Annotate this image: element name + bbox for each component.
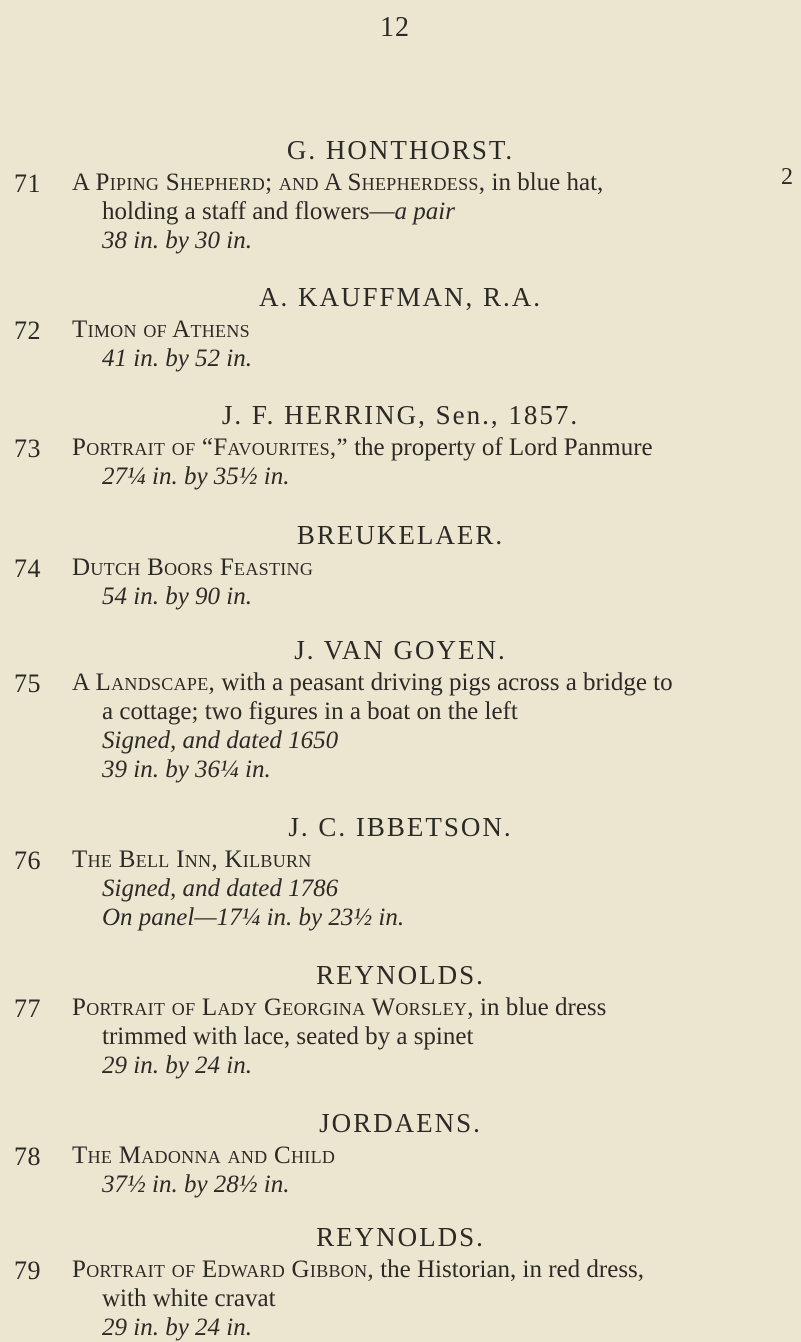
lot-title: Timon of Athens [72,316,250,343]
lot-description [72,553,792,611]
artist-name: J. C. IBBETSON. [288,812,513,842]
lot-signature: Signed, and dated 1650 [102,727,339,754]
lot-number: 76 [14,846,41,875]
lot-detail-line: a cottage; two figures in a boat on the left [102,698,518,725]
detail-italic: a pair [394,198,455,225]
lot-signature: Signed, and dated 1786 [102,875,339,902]
lot-number: 79 [14,1256,41,1285]
lot-title-rest: in blue dress [473,994,607,1021]
lot-title: Portrait of “Favourites,” [72,434,348,461]
lot-size: 41 in. by 52 in. [102,345,252,372]
page-number: 12 [380,12,410,43]
lot-number: 73 [14,434,41,463]
lot-size: 37½ in. by 28½ in. [102,1171,290,1198]
lot-size: On panel—17¼ in. by 23½ in. [102,904,405,931]
lot-description [72,993,792,1080]
artist-name: J. VAN GOYEN. [294,635,507,665]
lot-description [72,1255,792,1342]
artist-name: G. HONTHORST. [286,135,515,165]
lot-title: A Landscape, [72,669,216,696]
artist-name: A. KAUFFMAN, R.A. [258,282,543,312]
lot-description [72,668,792,784]
lot-title-rest: in blue hat, [485,169,604,196]
lot-size [72,226,792,255]
lot-size: 29 in. by 24 in. [102,1314,252,1341]
lot-size: 27¼ in. by 35½ in. [102,463,290,490]
lot-number: 77 [14,994,41,1023]
artist-name: JORDAENS. [319,1108,482,1138]
lot-quantity: 2 [781,164,793,190]
lot-title-rest: the property of Lord Panmure [347,434,653,461]
size-text: 38 in. by 30 in. [102,227,252,254]
detail-text: holding a staff and flowers— [102,198,395,225]
lot-title: The Bell Inn, Kilburn [72,846,312,873]
lot-title: Portrait of Lady Georgina Worsley, [72,994,474,1021]
lot-description [72,845,792,932]
artist-name: REYNOLDS. [316,960,485,990]
lot-title: Portrait of Edward Gibbon, [72,1256,374,1283]
lot-title: A Piping Shepherd; and A Shepherdess, [72,169,486,196]
lot-description [72,1141,792,1199]
artist-name: J. F. HERRING, Sen., 1857. [221,400,580,430]
lot-number: 74 [14,554,41,583]
lot-detail-line: trimmed with lace, seated by a spinet [102,1023,474,1050]
lot-description [72,168,792,255]
lot-title: Dutch Boors Feasting [72,554,314,581]
artist-name: REYNOLDS. [316,1222,485,1252]
lot-number: 72 [14,316,41,345]
lot-detail-line [72,197,792,226]
lot-size: 39 in. by 36¼ in. [102,756,271,783]
lot-detail-line: with white cravat [102,1285,276,1312]
lot-size: 54 in. by 90 in. [102,583,252,610]
lot-size: 29 in. by 24 in. [102,1052,252,1079]
lot-number: 75 [14,669,41,698]
lot-title-rest: with a peasant driving pigs across a bridge to [215,669,673,696]
lot-number: 78 [14,1142,41,1171]
artist-name: BREUKELAER. [296,520,505,550]
lot-title-rest: the Historian, in red dress, [373,1256,645,1283]
lot-description [72,433,792,491]
lot-description [72,315,792,373]
lot-number: 71 [14,169,41,198]
lot-title: The Madonna and Child [72,1142,336,1169]
